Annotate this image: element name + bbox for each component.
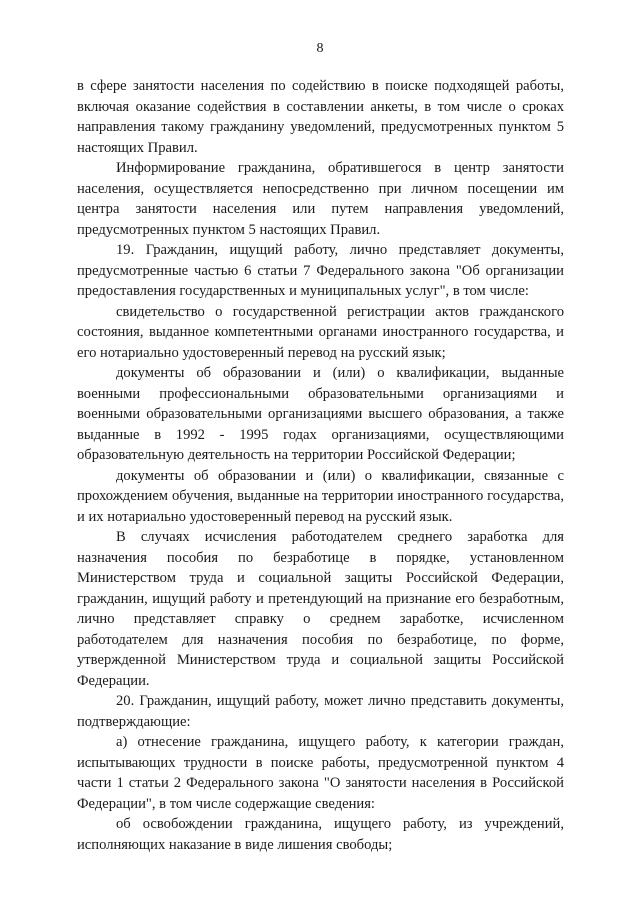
paragraph-release-from-prison: об освобождении гражданина, ищущего работу, из учреждений, исполняющих наказание в виде лишения свободы;: [77, 816, 564, 853]
document-body: [77, 76, 564, 855]
paragraph-civil-registration: свидетельство о государственной регистрации актов гражданского состояния, выданное компетентными органами иностранного государства, и его нотариально удостоверенный перевод на русский язык;: [77, 303, 564, 361]
paragraph-item-19: 19. Гражданин, ищущий работу, лично представляет документы, предусмотренные частью 6 статьи 7 Федерального закона "Об организации предоставления государственных и муниципальных услуг", в том числе:: [77, 242, 564, 299]
paragraph-foreign-education: документы об образовании и (или) о квалификации, связанные с прохождением обучения, выданные на территории иностранного государства, и их нотариально удостоверенный перевод на русский язык.: [77, 467, 564, 525]
paragraph-military-education: документы об образовании и (или) о квалификации, выданные военными профессиональными образовательными организациями и военными образовательными организациями высшего образования, а также выданные в 1992 - 1995 годах организациями, осуществляющими образовательную деятельность на территории Российской Федерации;: [77, 365, 564, 463]
page-number: 8: [316, 41, 324, 56]
paragraph-item-20: 20. Гражданин, ищущий работу, может лично представить документы, подтверждающие:: [77, 693, 564, 730]
paragraph-subitem-a: а) отнесение гражданина, ищущего работу, к категории граждан, испытывающих трудности в поиске работы, предусмотренной пунктом 4 части 1 статьи 2 Федерального закона "О занятости населения в Российской Федерации", в том числе содержащие сведения:: [77, 734, 564, 812]
paragraph-average-earnings: В случаях исчисления работодателем среднего заработка для назначения пособия по безработице в порядке, установленном Министерством труда и социальной защиты Российской Федерации, гражданин, ищущий работу и претендующий на признание его безработным, лично представляет справку о среднем заработке, исчисленном работодателем для назначения пособия по безработице, по форме, утвержденной Министерством труда и социальной защиты Российской Федерации.: [77, 529, 564, 689]
paragraph-continuation: в сфере занятости населения по содействию в поиске подходящей работы, включая оказание содействия в составлении анкеты, в том числе о сроках направления такому гражданину уведомлений, предусмотренных пунктом 5 настоящих Правил.: [77, 78, 564, 156]
paragraph-informing: Информирование гражданина, обратившегося в центр занятости населения, осуществляется непосредственно при личном посещении им центра занятости населения или путем направления уведомлений, предусмотренных пунктом 5 настоящих Правил.: [77, 160, 564, 238]
